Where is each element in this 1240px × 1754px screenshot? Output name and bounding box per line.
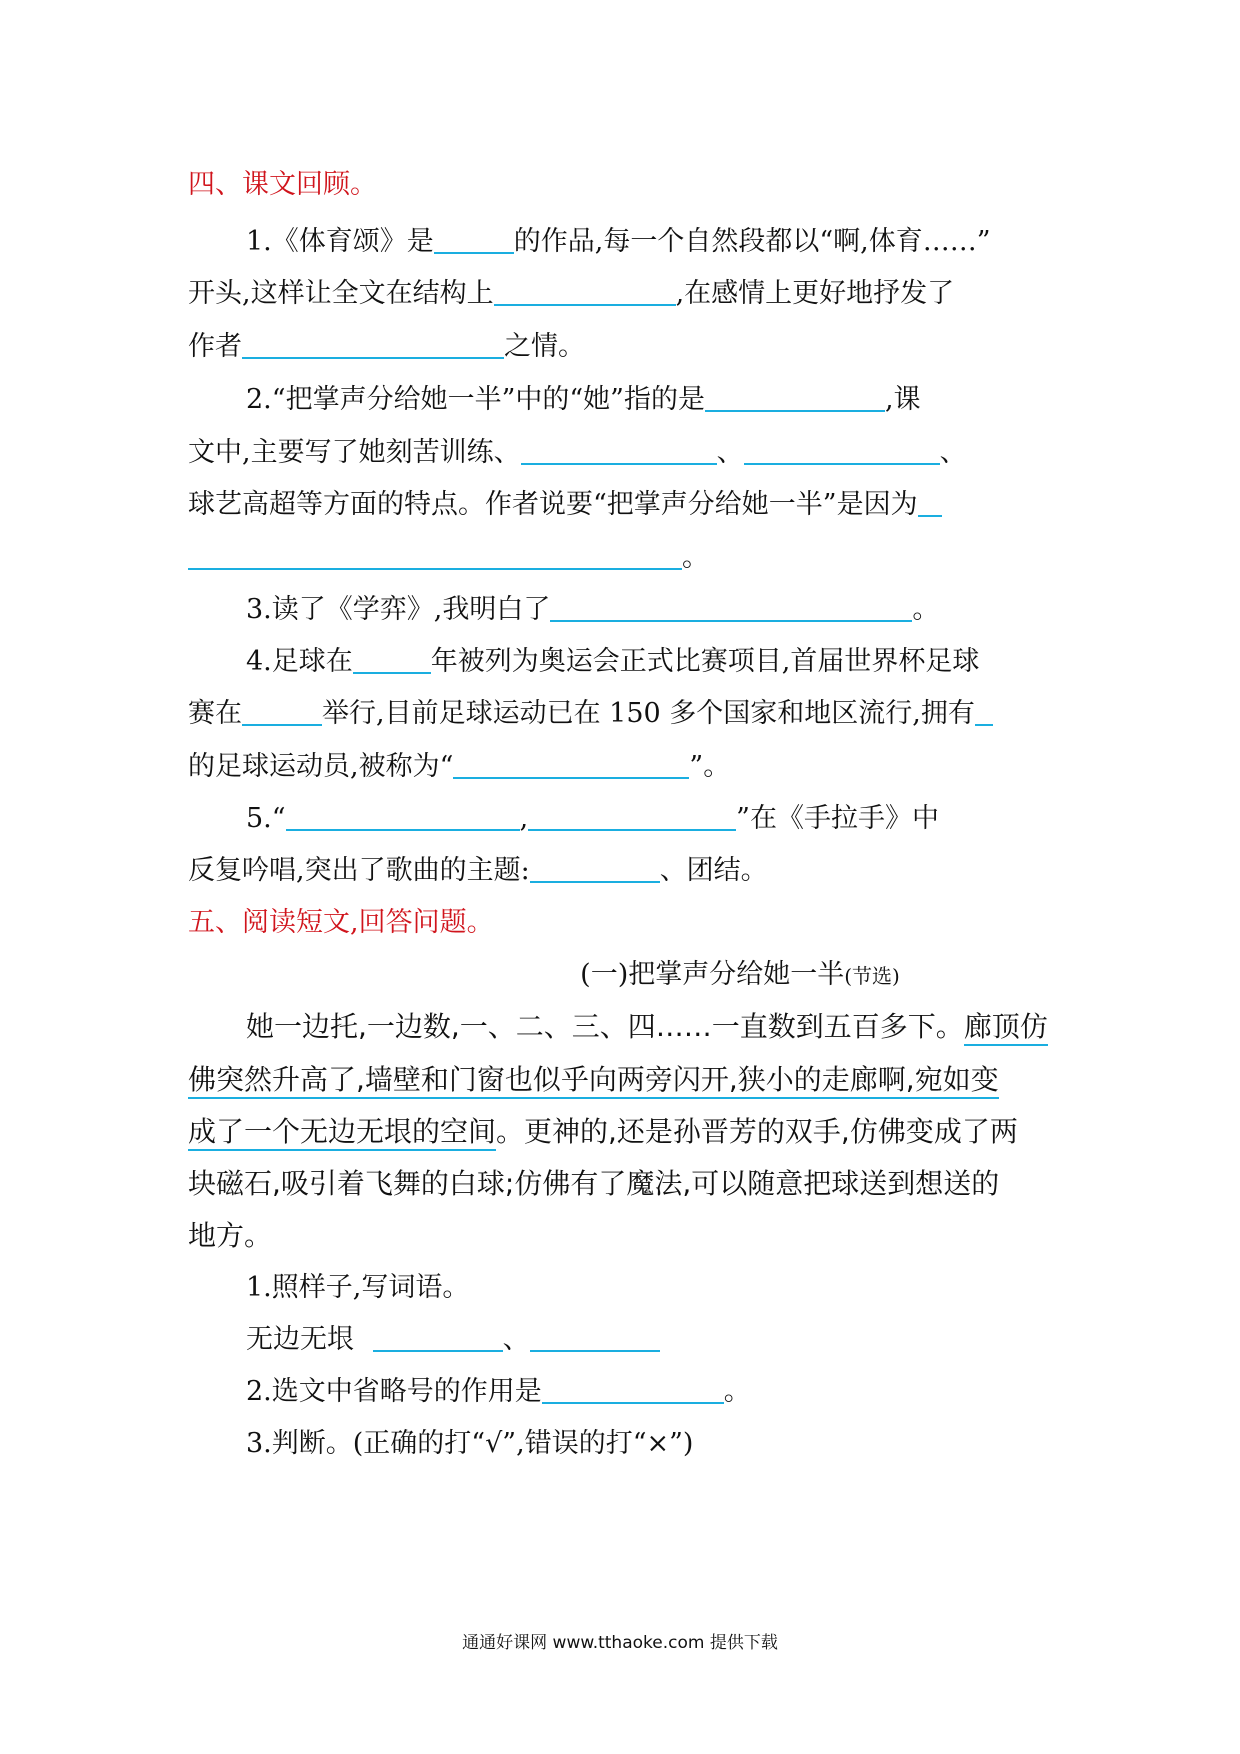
q2-line-2 <box>188 431 967 475</box>
q1-text-e: 作者 <box>188 331 242 362</box>
s5-q2-line <box>246 1370 751 1414</box>
q1-text-a: 1.《体育颂》是 <box>246 226 434 257</box>
passage-line-1 <box>246 1005 1048 1049</box>
s5-q1-answers <box>246 1318 660 1362</box>
q2-blank-reason-start[interactable] <box>918 485 942 517</box>
section-5-heading-text: 五、阅读短文,回答问题。 <box>188 907 494 938</box>
s5-q1-label <box>246 1266 469 1310</box>
q4-text-b: 年被列为奥运会正式比赛项目,首届世界杯足球 <box>430 646 980 677</box>
q2-blank-trait-1[interactable] <box>521 433 717 465</box>
q2-text-d: 、 <box>716 437 744 468</box>
q2-text-a: 2.“把掌声分给她一半”中的“她”指的是 <box>246 384 705 415</box>
q5-line-2 <box>188 849 768 893</box>
section-4-heading <box>188 163 377 207</box>
passage-underlined-3: 成了一个无边无垠的空间 <box>188 1115 496 1151</box>
q1-blank-feeling[interactable] <box>242 327 504 359</box>
s5-q1-sep: 、 <box>502 1324 530 1355</box>
q2-text-f: 球艺高超等方面的特点。作者说要“把掌声分给她一半”是因为 <box>188 489 918 520</box>
q1-text-b: 的作品,每一个自然段都以“啊,体育……” <box>513 226 991 257</box>
q2-line-3 <box>188 483 942 527</box>
q5-blank-lyric-1[interactable] <box>286 799 520 831</box>
q3-blank[interactable] <box>550 590 912 622</box>
passage-text-5: 地方。 <box>188 1219 273 1252</box>
s5-q1-blank-1[interactable] <box>373 1320 503 1352</box>
s5-q1-example: 无边无垠 <box>246 1324 354 1355</box>
q4-line-1 <box>246 640 979 684</box>
q2-line-4 <box>188 536 709 580</box>
q1-blank-structure[interactable] <box>494 274 676 306</box>
passage-line-5 <box>188 1214 272 1258</box>
q4-text-d: 举行,目前足球运动已在 150 多个国家和地区流行,拥有 <box>322 698 975 729</box>
q3-text-b: 。 <box>912 594 940 625</box>
s5-q2-text-a: 2.选文中省略号的作用是 <box>246 1376 542 1407</box>
q2-blank-trait-2[interactable] <box>744 433 940 465</box>
q4-text-a: 4.足球在 <box>246 646 353 677</box>
passage-text-1a: 她一边托,一边数,一、二、三、四……一直数到五百多下。 <box>246 1010 964 1043</box>
s5-q2-blank[interactable] <box>542 1372 724 1404</box>
passage-text-4: 块磁石,吸引着飞舞的白球;仿佛有了魔法,可以随意把球送到想送的 <box>188 1167 1000 1200</box>
passage-title <box>120 953 1240 997</box>
section-5-heading <box>188 901 494 945</box>
q1-text-c: 开头,这样让全文在结构上 <box>188 278 494 309</box>
q1-text-f: 之情。 <box>504 331 585 362</box>
s5-q1-label-text: 1.照样子,写词语。 <box>246 1272 470 1303</box>
q5-text-e: 、团结。 <box>659 855 768 886</box>
passage-line-3 <box>188 1110 1018 1154</box>
passage-title-note: (节选) <box>844 964 900 988</box>
q4-blank-year[interactable] <box>353 642 431 674</box>
q4-blank-count-start[interactable] <box>975 694 993 726</box>
q5-text-b: , <box>519 803 529 834</box>
q4-blank-place[interactable] <box>242 694 322 726</box>
q4-line-2 <box>188 692 993 736</box>
q2-text-b: ,课 <box>884 384 921 415</box>
q5-text-a: 5.“ <box>246 803 286 834</box>
q2-text-c: 文中,主要写了她刻苦训练、 <box>188 437 521 468</box>
passage-title-text: (一)把掌声分给她一半 <box>580 959 845 990</box>
q5-blank-lyric-2[interactable] <box>528 799 736 831</box>
passage-text-3b: 。更神的,还是孙晋芳的双手,仿佛变成了两 <box>496 1115 1018 1148</box>
s5-q2-text-b: 。 <box>723 1376 751 1407</box>
q1-line-1 <box>246 220 991 264</box>
passage-line-4 <box>188 1162 999 1206</box>
q2-text-g: 。 <box>682 542 709 573</box>
q5-blank-theme[interactable] <box>530 851 660 883</box>
passage-underlined-2: 佛突然升高了,墙壁和门窗也似乎向两旁闪开,狭小的走廊啊,宛如变 <box>188 1063 999 1099</box>
q2-text-e: 、 <box>939 437 967 468</box>
q5-text-d: 反复吟唱,突出了歌曲的主题: <box>188 855 530 886</box>
s5-q3-label-text: 3.判断。(正确的打“√”,错误的打“×”) <box>246 1428 694 1459</box>
passage-line-2 <box>188 1058 999 1102</box>
footer-credit: 通通好课网 www.tthaoke.com 提供下载 <box>462 1633 778 1653</box>
passage-underlined-1: 廊顶仿 <box>964 1010 1048 1046</box>
s5-q3-label <box>246 1422 693 1466</box>
s5-q1-blank-2[interactable] <box>530 1320 660 1352</box>
q3-text-a: 3.读了《学弈》,我明白了 <box>246 594 551 625</box>
q4-text-e: 的足球运动员,被称为“ <box>188 751 454 782</box>
q1-blank-author[interactable] <box>434 222 514 254</box>
q5-text-c: ”在《手拉手》中 <box>736 803 939 834</box>
q4-text-f: ”。 <box>689 751 731 782</box>
q4-blank-nickname[interactable] <box>453 747 689 779</box>
q2-line-1 <box>246 378 921 422</box>
q1-text-d: ,在感情上更好地抒发了 <box>675 278 955 309</box>
q2-blank-who[interactable] <box>705 380 885 412</box>
q5-line-1 <box>246 797 939 841</box>
q1-line-2 <box>188 272 954 316</box>
q3-line <box>246 588 939 632</box>
q2-blank-reason[interactable] <box>188 538 682 570</box>
q1-line-3 <box>188 325 585 369</box>
section-4-heading-text: 四、课文回顾。 <box>188 169 377 200</box>
q4-line-3 <box>188 745 730 789</box>
q4-text-c: 赛在 <box>188 698 242 729</box>
